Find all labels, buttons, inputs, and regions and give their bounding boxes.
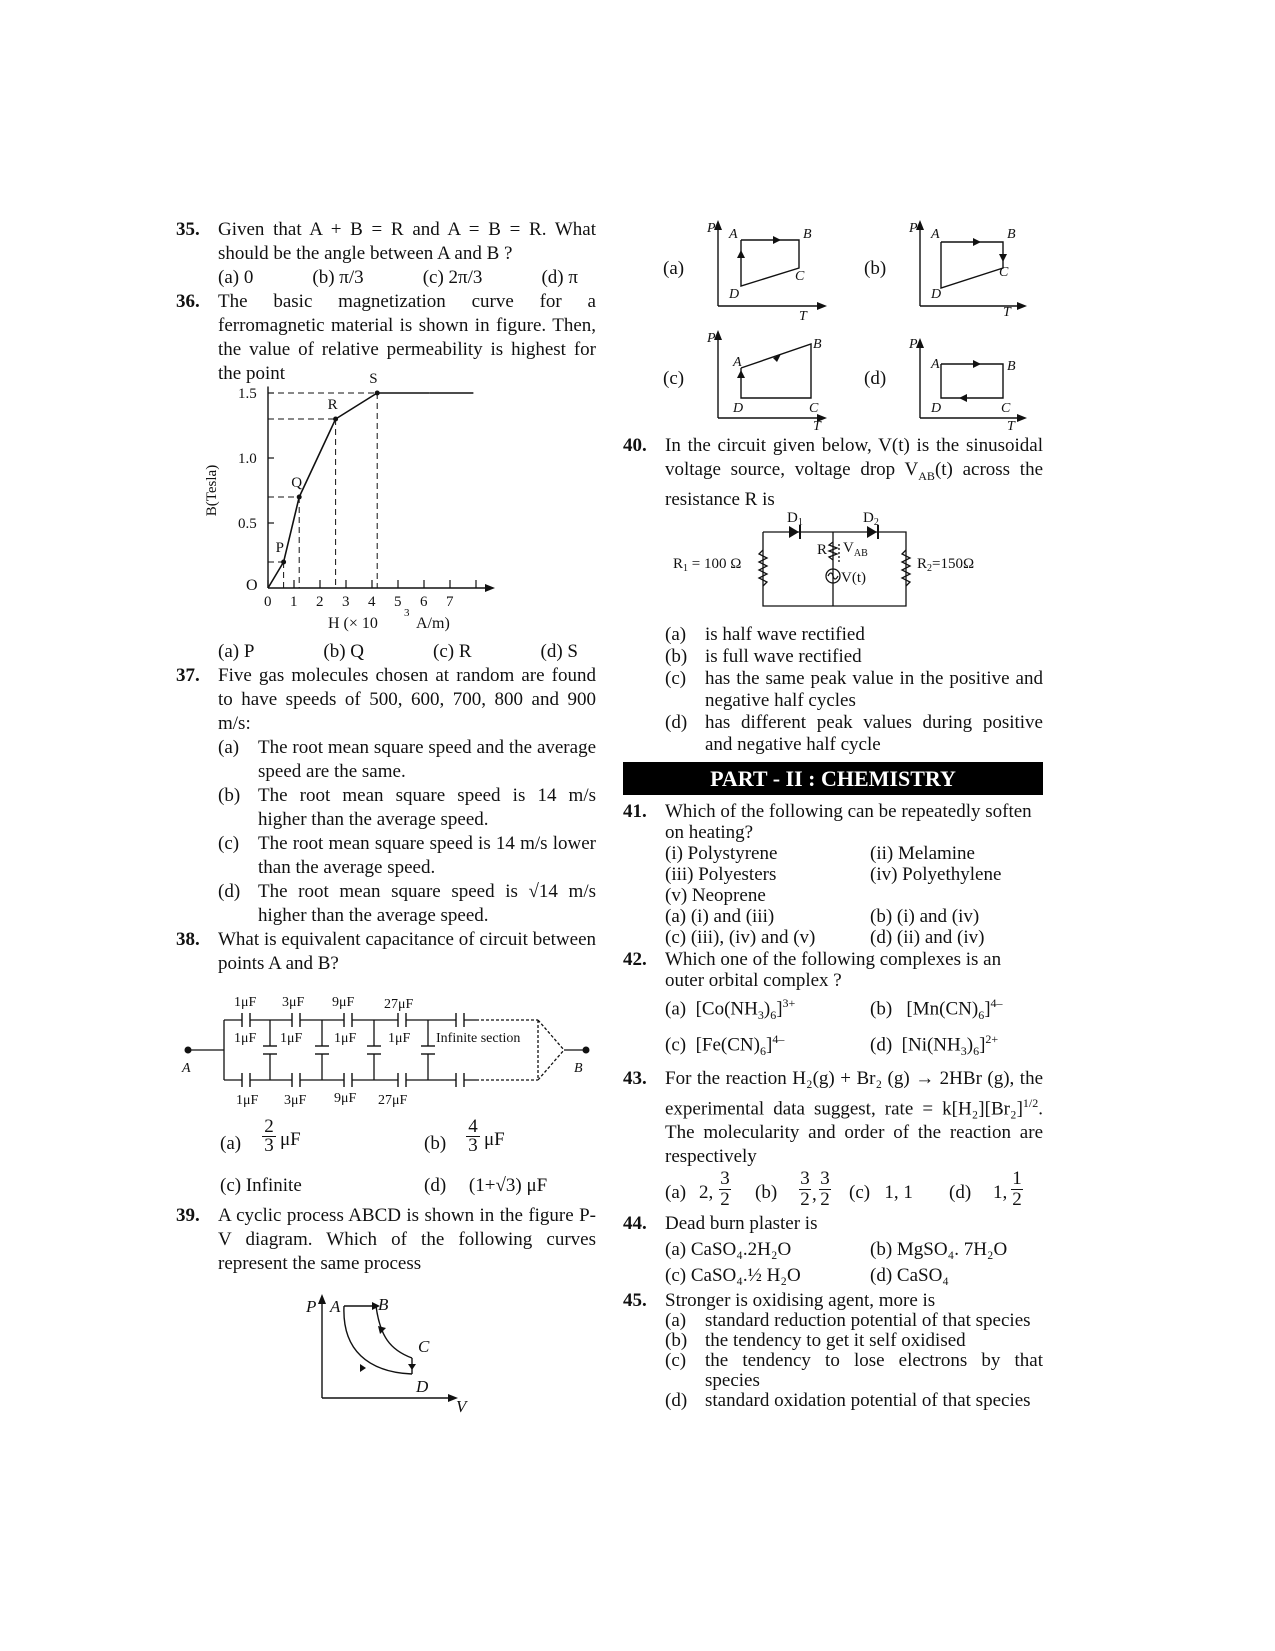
option-a[interactable]: (a) P [218, 641, 255, 662]
options [665, 991, 1043, 1063]
point-label: C [1001, 401, 1011, 416]
axis-label: T [1007, 419, 1015, 434]
y-axis-label: B(Tesla) [204, 464, 220, 517]
question-number: 38. [176, 929, 200, 950]
point-label: D [733, 401, 744, 416]
x-tick-label: 4 [368, 594, 376, 610]
option-c[interactable]: (c) Infinite [220, 1175, 302, 1196]
option-letter: (d) [665, 1390, 688, 1412]
question-number: 39. [176, 1205, 200, 1226]
question-number: 35. [176, 219, 200, 240]
option-letter: (b) [218, 785, 241, 806]
question-37 [176, 664, 596, 928]
point-label-r: R [327, 397, 338, 413]
options [218, 266, 578, 290]
option-a[interactable]: (a) 0 [218, 267, 254, 288]
point-a-terminal [185, 1047, 192, 1054]
option-text: The root mean square speed is 14 m/s higher than the average speed. [258, 785, 596, 830]
option-letter: (c) [218, 833, 240, 854]
option-text: is half wave rectified [705, 623, 865, 645]
x-axis-label-exponent: 3 [404, 607, 410, 619]
point-marker [333, 417, 338, 422]
option-a[interactable] [665, 624, 1043, 646]
question-text: Which of the following can be repeatedly soften on heating? [665, 800, 1032, 843]
numerator: 2 [262, 1118, 276, 1137]
question-text [665, 434, 1043, 512]
question-41 [623, 801, 1043, 948]
option-d[interactable]: (d) S [540, 641, 578, 662]
section-header: PART - II : CHEMISTRY [623, 762, 1043, 795]
point-label: A [931, 227, 940, 242]
option-d[interactable] [424, 1174, 547, 1198]
question-40 [623, 434, 1043, 512]
r2-label: $R_2=150\Omega$ [917, 555, 975, 574]
x-tick-label: 2 [316, 594, 324, 610]
axis-v-label: V [456, 1397, 467, 1416]
x-tick-label: 5 [394, 594, 402, 610]
point-a-label: A [182, 1061, 191, 1076]
option-b[interactable] [665, 1331, 1043, 1351]
option-c[interactable]: (c) $[Fe(CN)_6]^{4-}$ [665, 1031, 785, 1059]
r1-label: $R_1 = 100$ Ω [673, 555, 742, 574]
option-c[interactable]: (c) (iii), (iv) and (v) [665, 926, 816, 948]
question-36 [176, 290, 596, 386]
d1-label: $D_1$ [787, 509, 803, 528]
cap-label: 3μF [284, 1093, 307, 1108]
subscript: AB [918, 468, 935, 483]
denominator: 3 [264, 1135, 274, 1156]
point-label: D [931, 401, 942, 416]
r-label: R [817, 541, 828, 558]
option-letter: (c) [665, 1350, 687, 1372]
point-label: B [378, 1295, 389, 1314]
y-tick-label: 1.0 [238, 451, 257, 467]
item: (iii) Polyesters [665, 863, 777, 885]
point-label: D [416, 1377, 429, 1396]
question-39-options-graphs [623, 218, 1043, 434]
question-42 [623, 949, 1043, 1063]
axis-label: P [909, 337, 918, 352]
point-label: D [729, 287, 740, 302]
point-label: B [813, 337, 822, 352]
option-d[interactable]: (d) π [541, 267, 578, 288]
question-text: The basic magnetization curve for a ferromagnetic material is shown in figure. Then, the value of relative permeability is highest for the point [218, 291, 596, 384]
left-column [176, 218, 596, 1416]
expression: (1+√3) [468, 1175, 522, 1196]
vt-label: V(t) [841, 569, 866, 586]
item: (ii) Melamine [870, 842, 975, 864]
right-column [623, 218, 1043, 1411]
unit: μF [484, 1129, 505, 1150]
option-d[interactable]: (d) $[Ni(NH_3)_6]^{2+}$ [870, 1031, 999, 1059]
option-text: standard oxidation potential of that species [705, 1390, 1031, 1412]
option-text: The root mean square speed and the average speed are the same. [258, 737, 596, 782]
question-43 [623, 1067, 1043, 1215]
d2-label: $D_2$ [863, 509, 879, 528]
x-tick-label: 7 [446, 594, 454, 610]
option-letter: (c) [665, 667, 687, 689]
cap-label: 1μF [236, 1093, 259, 1108]
point-label: B [1007, 227, 1016, 242]
question-number: 43. [623, 1068, 647, 1090]
option-text: The root mean square speed is √14 m/s higher than the average speed. [258, 881, 596, 926]
option-a[interactable] [665, 1311, 1043, 1331]
option-b[interactable]: (b) π/3 [312, 267, 364, 288]
point-label: A [931, 357, 940, 372]
cap-label: 1μF [234, 995, 257, 1010]
point-label-s: S [369, 371, 378, 387]
question-number: 41. [623, 800, 647, 822]
question-number: 42. [623, 948, 647, 970]
option-c[interactable] [665, 668, 1043, 712]
option-d[interactable] [665, 712, 1043, 756]
option-text: has the same peak value in the positive and negative half cycles [705, 667, 1043, 711]
question-number: 36. [176, 291, 200, 312]
point-label-q: Q [291, 475, 303, 491]
x-tick-label: 6 [420, 594, 428, 610]
question-44 [623, 1211, 1043, 1289]
question-36-options [176, 640, 596, 664]
item: (iv) Polyethylene [870, 863, 1002, 885]
question-text: Dead burn plaster is [665, 1213, 818, 1235]
option-letter: (b) [665, 1330, 688, 1352]
option-text: is full wave rectified [705, 645, 862, 667]
option-d[interactable]: (d) CaSO₄ [870, 1265, 949, 1287]
question-text: A cyclic process ABCD is shown in the figure P-V diagram. Which of the following curves represent the same process [218, 1205, 596, 1274]
option-c[interactable] [665, 1351, 1043, 1391]
denominator: 3 [468, 1135, 478, 1156]
text-part: In the circuit given below, V(t) is the sinusoidal voltage source, voltage drop V [665, 435, 1043, 480]
question-text: Given that A + B = R and A = B = R. What should be the angle between A and B ? [218, 219, 596, 264]
option-letter: (a) [665, 623, 687, 645]
question-number: 45. [623, 1290, 647, 1312]
axis-label: P [707, 221, 716, 236]
option-c[interactable] [218, 832, 596, 880]
point-label: C [999, 265, 1009, 280]
x-axis-arrow [485, 584, 495, 592]
axis-label: P [707, 331, 716, 346]
text-part: (t) across the resistance R is [665, 459, 1043, 510]
cap-label: 9μF [334, 1091, 357, 1106]
options [665, 1237, 1043, 1289]
fraction [466, 1118, 480, 1155]
question-text: Five gas molecules chosen at random are found to have speeds of 500, 600, 700, 800 and 900 m/s: [218, 665, 596, 734]
option-letter: (a) [218, 737, 240, 758]
option-c[interactable]: (c) CaSO₄.½ H₂O [665, 1265, 801, 1287]
option-a[interactable]: (a) CaSO₄.2H₂O [665, 1239, 792, 1261]
question-text [665, 1067, 1043, 1169]
cap-label: 1μF [388, 1031, 411, 1046]
x-tick-label: 0 [264, 594, 272, 610]
option-a[interactable] [218, 736, 596, 784]
option-b[interactable]: (b) MgSO₄. 7H₂O [870, 1239, 1008, 1261]
option-b[interactable] [665, 646, 1043, 668]
point-marker [281, 560, 286, 565]
point-label-p: P [275, 540, 284, 556]
superscript: 1/2 [1022, 1096, 1039, 1111]
question-38 [176, 928, 596, 976]
option-b[interactable]: (b) (i) and (iv) [870, 905, 980, 927]
axis-label: T [1003, 305, 1011, 320]
point-label: C [418, 1337, 430, 1356]
option-b[interactable] [218, 784, 596, 832]
x-tick-label: 1 [290, 594, 298, 610]
option-d[interactable] [218, 880, 596, 928]
question-39 [176, 1204, 596, 1276]
option-d[interactable] [665, 1391, 1043, 1411]
unit: μF [280, 1129, 301, 1150]
point-label: C [809, 401, 819, 416]
point-b-terminal [583, 1047, 590, 1054]
y-tick-label: 1.5 [238, 386, 257, 402]
x-axis-label: H (× 10 [328, 615, 378, 632]
item: (v) Neoprene [665, 884, 766, 906]
cap-label: 1μF [334, 1031, 357, 1046]
option-c[interactable]: (c) 2π/3 [422, 267, 483, 288]
point-label: C [795, 269, 805, 284]
point-b-label: B [574, 1061, 583, 1076]
option-letter: (d) [424, 1175, 447, 1196]
question-text: What is equivalent capacitance of circuit between points A and B? [218, 929, 596, 974]
option-letter: (a) [220, 1133, 242, 1154]
item: (i) Polystyrene [665, 842, 778, 864]
axis-label: T [799, 309, 807, 324]
question-38-options [176, 1108, 596, 1204]
infinite-section-label: Infinite section [436, 1031, 521, 1046]
text-part: . The molecularity and order of the reaction are respectively [665, 1098, 1043, 1168]
cap-label: 3μF [282, 995, 305, 1010]
unit: μF [526, 1175, 548, 1196]
y-tick-label: 0.5 [238, 516, 257, 532]
point-label: B [1007, 359, 1016, 374]
capacitor-ladder-circuit [176, 978, 596, 1108]
option-letter: (b) [665, 645, 688, 667]
option-b[interactable]: (b) [864, 258, 887, 279]
question-number: 44. [623, 1213, 647, 1235]
point-label: A [729, 227, 738, 242]
option-text: The root mean square speed is 14 m/s lower than the average speed. [258, 833, 596, 878]
option-a[interactable]: (a) (i) and (iii) [665, 905, 775, 927]
cap-label: 27μF [378, 1093, 408, 1108]
option-text: the tendency to lose electrons by that species [705, 1350, 1043, 1392]
option-letter: (b) [424, 1133, 447, 1154]
magnetization-curve-chart [176, 371, 596, 642]
cap-label: 1μF [234, 1031, 257, 1046]
origin-label: O [246, 577, 258, 594]
question-number: 40. [623, 435, 647, 456]
option-c[interactable]: (c) [663, 368, 685, 389]
items [665, 843, 1043, 948]
fraction [262, 1118, 276, 1155]
option-a[interactable]: (a) [663, 258, 685, 279]
axis-label: P [909, 221, 918, 236]
option-text: has different peak values during positive and negative half cycle [705, 711, 1043, 755]
option-letter: (d) [218, 881, 241, 902]
question-text: Stronger is oxidising agent, more is [665, 1290, 936, 1312]
option-b[interactable]: (b) Q [323, 641, 365, 662]
point-marker [375, 391, 380, 396]
point-marker [297, 495, 302, 500]
question-number: 37. [176, 665, 200, 686]
cap-label: 9μF [332, 995, 355, 1010]
point-label: D [931, 287, 942, 302]
option-letter: (a) [665, 1310, 687, 1332]
axis-label: T [813, 419, 821, 434]
axis-p-label: P [306, 1297, 317, 1316]
question-45 [623, 1291, 1043, 1411]
x-axis-label-unit: A/m) [416, 615, 450, 632]
option-d[interactable]: (d) (ii) and (iv) [870, 926, 985, 948]
text-part: For the reaction H₂(g) + Br₂ (g) → 2HBr (g), the experimental data suggest, rate = k[H₂][Br₂] [665, 1068, 1043, 1120]
point-label: B [803, 227, 812, 242]
x-tick-label: 3 [342, 594, 350, 610]
pv-diagram [176, 1290, 596, 1416]
option-text: standard reduction potential of that species [705, 1310, 1031, 1332]
option-a[interactable]: (a) $[Co(NH_3)_6]^{3+}$ [665, 995, 796, 1022]
option-d[interactable]: (d) [864, 368, 887, 389]
option-b[interactable]: (b) $[Mn(CN)_6]^{4-}$ [870, 995, 1003, 1022]
cap-label: 1μF [280, 1031, 303, 1046]
options: (a) 2, 3 2 (b) 3 2 , 3 2 (c) 1, 1 (d) 1, 1 2 [665, 1168, 1022, 1211]
option-c[interactable]: (c) 1, 1 [849, 1182, 913, 1204]
vab-label: $V_{AB}$ [843, 539, 868, 559]
option-letter: (d) [665, 711, 688, 733]
point-label: A [330, 1297, 341, 1316]
option-c[interactable]: (c) R [433, 641, 472, 662]
point-label: A [733, 355, 742, 370]
option-text: the tendency to get it self oxidised [705, 1330, 966, 1352]
options [218, 640, 578, 664]
question-35 [176, 218, 596, 290]
cap-label: 27μF [384, 997, 414, 1012]
numerator: 4 [466, 1118, 480, 1137]
question-40-options [623, 624, 1043, 756]
question-text: Which one of the following complexes is an outer orbital complex ? [665, 948, 1002, 991]
diode-circuit [623, 509, 1043, 624]
